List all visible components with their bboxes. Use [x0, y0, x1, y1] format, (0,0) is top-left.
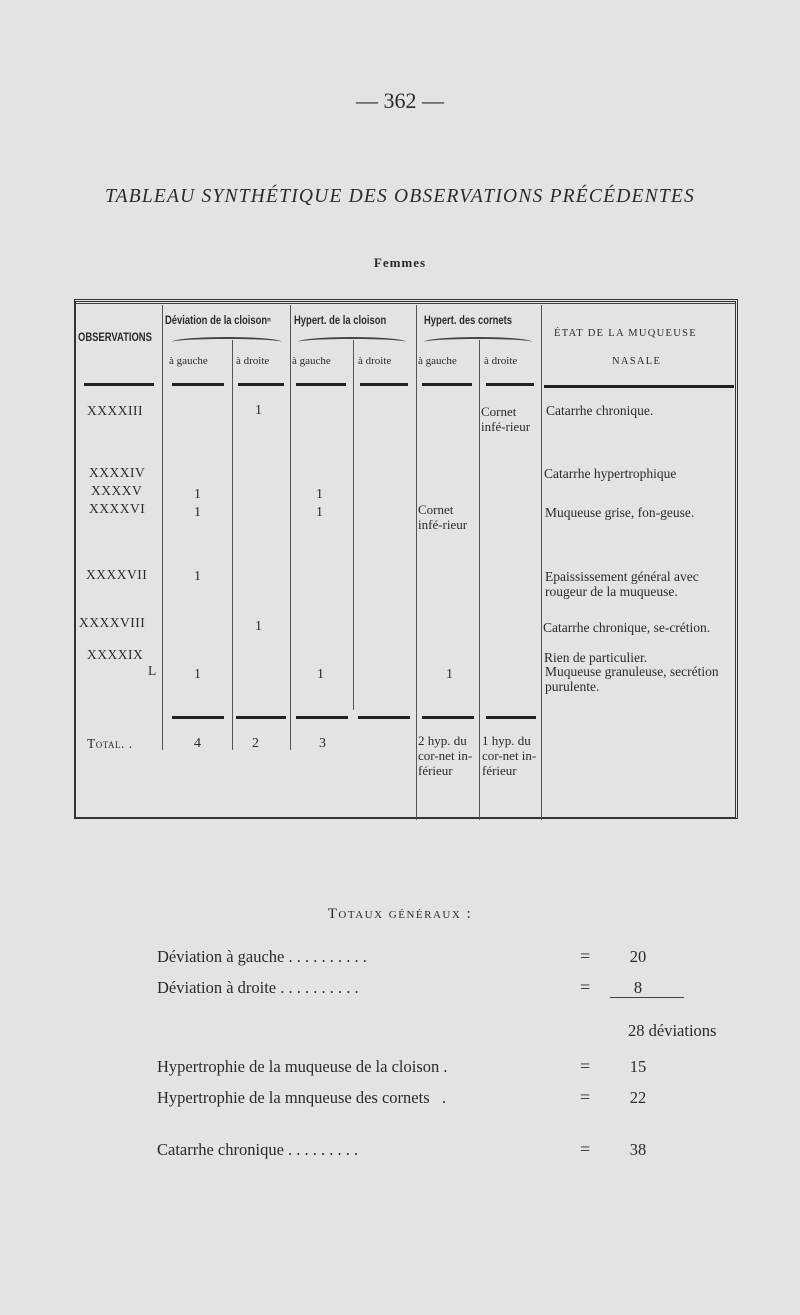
obs-label: XXXXIV: [89, 465, 146, 480]
header-rule: [360, 383, 408, 386]
header-rule: [296, 383, 346, 386]
col-line-6: [479, 340, 480, 820]
total-rule: [358, 716, 410, 719]
col-line-1: [162, 305, 163, 750]
total-dev-gauche: 4: [194, 736, 201, 751]
col-line-7: [541, 305, 542, 820]
total-hyp-gauche: 3: [319, 736, 326, 751]
total-label: Total. .: [87, 736, 133, 751]
obs-label: L: [148, 663, 157, 678]
cell-etat: Muqueuse granuleuse, secrétion purulente.: [545, 664, 719, 694]
cell-dev-gauche: 1: [194, 569, 201, 584]
cell-hyp-gauche: 1: [316, 505, 323, 520]
cell-cornet-droite: Cornet infé-rieur: [481, 404, 531, 434]
page-number: — 362 —: [356, 88, 444, 113]
header-top-rule: [76, 303, 736, 304]
cell-dev-gauche: 1: [194, 667, 201, 682]
total-rule: [172, 716, 224, 719]
brace-hypert-cloison: [298, 337, 406, 347]
header-rule: [422, 383, 472, 386]
page-title: TABLEAU SYNTHÉTIQUE DES OBSERVATIONS PRÉCÉDENTES: [105, 186, 695, 207]
header-hypert-cloison: Hypert. de la cloison: [294, 315, 387, 327]
cell-hyp-gauche: 1: [317, 667, 324, 682]
brace-hypert-cornets: [424, 337, 532, 347]
header-etat-line1: ÉTAT DE LA MUQUEUSE: [554, 328, 697, 339]
total-hypertrophie-cornets-label: Hypertrophie de la mnqueuse des cornets .: [157, 1088, 447, 1107]
obs-label: XXXXVI: [89, 501, 146, 516]
obs-label: XXXXVIII: [79, 615, 146, 630]
cell-etat: Catarrhe hypertrophique: [544, 466, 677, 481]
cell-hyp-gauche: 1: [316, 487, 323, 502]
equals-sign: =: [580, 1139, 591, 1159]
cell-dev-gauche: 1: [194, 505, 201, 520]
total-deviation-droite-value: 8: [633, 978, 643, 997]
col-line-5: [416, 305, 417, 820]
header-deviation: Déviation de la cloisonⁿ: [165, 315, 271, 327]
cell-cornet-gauche: Cornet infé-rieur: [418, 502, 468, 532]
total-deviation-droite-label: Déviation à droite . . . . . . . . . .: [157, 978, 359, 997]
cell-dev-droite: 1: [255, 403, 262, 418]
total-hypertrophie-cloison-value: 15: [629, 1057, 647, 1076]
equals-sign: =: [580, 977, 591, 997]
equals-sign: =: [580, 946, 591, 966]
synthesis-table: [74, 299, 738, 819]
obs-label: XXXXVII: [86, 567, 148, 582]
total-deviations-sum: 28 déviations: [628, 1021, 717, 1040]
header-rule: [238, 383, 284, 386]
obs-label: XXXXIII: [87, 403, 143, 418]
total-hypertrophie-cornets-value: 22: [629, 1088, 647, 1107]
total-catarrhe-label: Catarrhe chronique . . . . . . . . .: [157, 1140, 359, 1159]
total-rule: [486, 716, 536, 719]
cell-etat: Rien de particulier.: [544, 650, 648, 665]
subheader-dev-droite: à droite: [236, 355, 270, 367]
subheader-hyp-droite: à droite: [358, 355, 392, 367]
subheader-cor-gauche: à gauche: [418, 355, 457, 367]
cell-dev-droite: 1: [255, 619, 262, 634]
subheader-cor-droite: à droite: [484, 355, 518, 367]
total-rule: [422, 716, 474, 719]
col-line-3: [290, 305, 291, 750]
table-subtitle: Femmes: [373, 255, 427, 270]
cell-etat: Catarrhe chronique.: [546, 403, 654, 418]
total-hypertrophie-cloison-label: Hypertrophie de la muqueuse de la cloison .: [157, 1057, 448, 1076]
equals-sign: =: [580, 1056, 591, 1076]
total-deviation-gauche-label: Déviation à gauche . . . . . . . . . .: [157, 947, 367, 966]
subheader-dev-gauche: à gauche: [169, 355, 208, 367]
total-cornet-droite: 1 hyp. du cor-net in-férieur: [482, 733, 537, 778]
subheader-hyp-gauche: à gauche: [292, 355, 331, 367]
header-rule: [544, 385, 734, 388]
total-dev-droite: 2: [252, 736, 259, 751]
header-observations: OBSERVATIONS: [78, 332, 152, 344]
equals-sign: =: [580, 1087, 591, 1107]
header-rule: [172, 383, 224, 386]
brace-deviation: [172, 337, 282, 347]
header-hypert-cornets: Hypert. des cornets: [424, 315, 513, 327]
sum-rule: [610, 997, 684, 998]
cell-dev-gauche: 1: [194, 487, 201, 502]
cell-etat: Muqueuse grise, fon-geuse.: [545, 505, 695, 520]
obs-label: XXXXIX: [87, 647, 144, 662]
obs-label: XXXXV: [91, 483, 143, 498]
header-rule: [84, 383, 154, 386]
header-rule: [486, 383, 534, 386]
total-cornet-gauche: 2 hyp. du cor-net in-férieur: [418, 733, 473, 778]
total-rule: [236, 716, 286, 719]
total-rule: [296, 716, 348, 719]
header-etat-line2: NASALE: [612, 356, 662, 367]
col-line-4: [353, 340, 354, 710]
total-catarrhe-value: 38: [629, 1140, 647, 1159]
totaux-title: Totaux généraux :: [327, 906, 473, 922]
total-deviation-gauche-value: 20: [629, 947, 647, 966]
cell-etat: Epaississement général avec rougeur de la muqueuse.: [545, 569, 699, 599]
cell-cornet-gauche: 1: [446, 667, 453, 682]
col-line-2: [232, 340, 233, 750]
cell-etat: Catarrhe chronique, se-crétion.: [543, 620, 711, 635]
